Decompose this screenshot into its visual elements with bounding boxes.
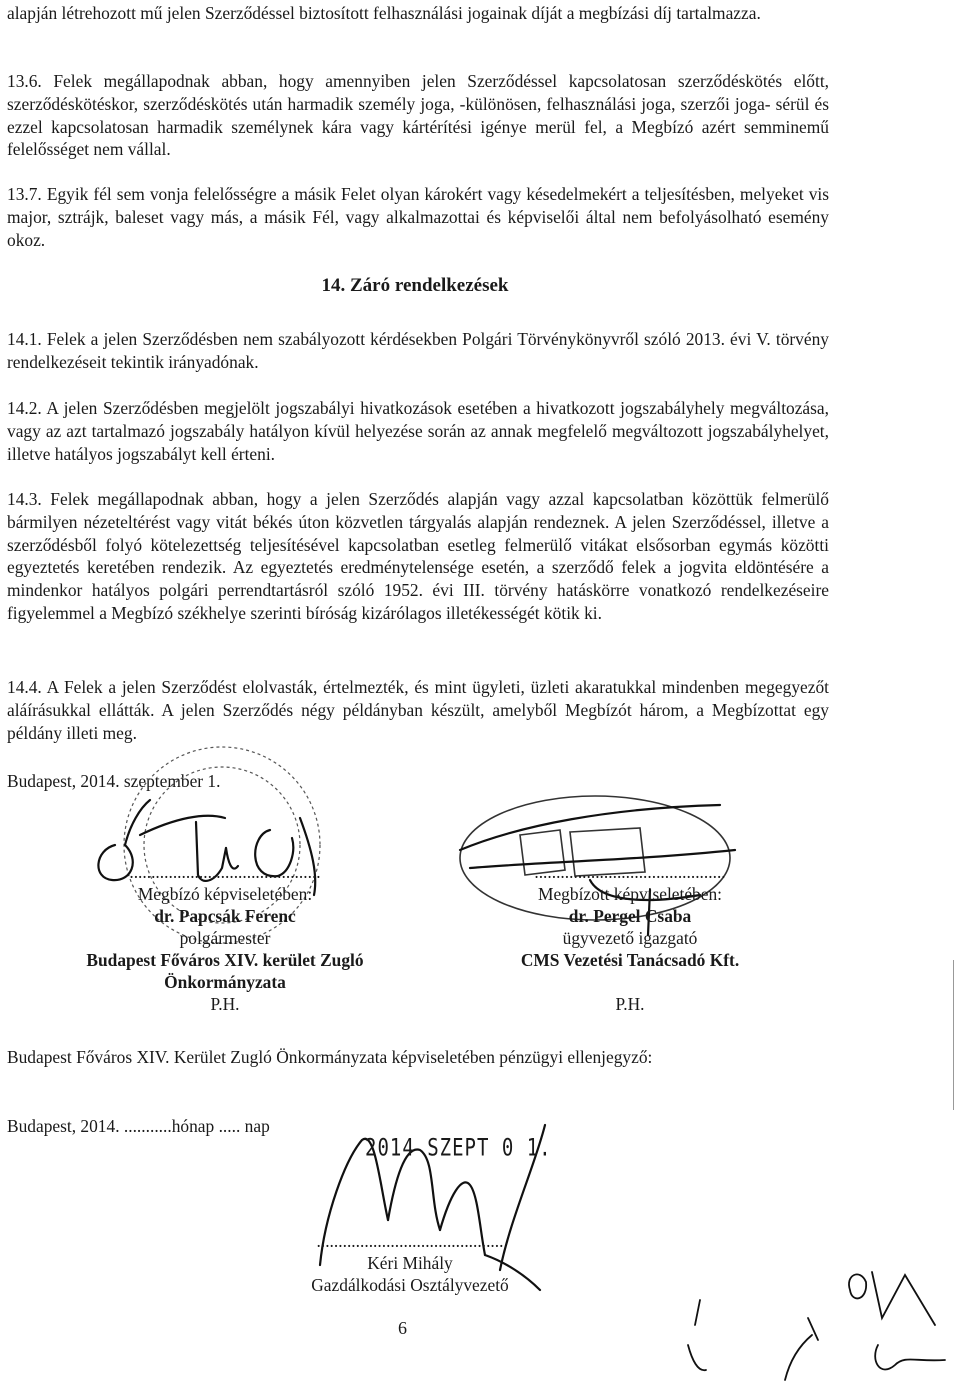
left-title: polgármester [179,928,271,948]
paragraph-14-4: 14.4. A Felek a jelen Szerződést elolvasták, értelmezték, és mint ügyleti, üzleti akaratukkal mindenben megegyezőt aláírásukkal ellátták. A jelen Szerződés négy példányban készült, amelyből Megbízót három, a Megbízottat egy példány illeti meg. [7,677,829,743]
right-dots: ............................................ [534,862,726,882]
right-name: dr. Pergel Csaba [568,906,692,926]
stamped-date: 2014 SZEPT 0 1. [365,1134,552,1162]
paragraph-intro: alapján létrehozott mű jelen Szerződéssel biztosított felhasználási jogainak díját a megbízási díj tartalmazza. [7,3,761,23]
left-role: Megbízó képviseletében: [137,884,313,904]
right-ph: P.H. [615,994,645,1014]
place-date: Budapest, 2014. szeptember 1. [7,771,221,791]
paragraph-13-7: 13.7. Egyik fél sem vonja felelősségre a másik Felet olyan károkért vagy késedelmekért a teljesítésben, melyeket vis major, sztrájk, baleset vagy más, a másik Fél, vagy alkalmazottai és képviselői által nem befolyásolható esemény okoz. [7,184,829,250]
left-ph: P.H. [210,994,240,1014]
right-signature-block [440,861,820,1015]
finance-dots: ........................................... [316,1231,504,1251]
left-signature-block [45,861,405,1015]
left-org-line1: Budapest Főváros XIV. kerület Zugló [86,950,364,970]
right-title: ügyvezető igazgató [562,928,698,948]
paragraph-13-6: 13.6. Felek megállapodnak abban, hogy amennyiben jelen Szerződéssel kapcsolatosan szerződéskötés előtt, szerződéskötéskor, szerződéskötés után harmadik személy joga, -különösen, felhasználási joga, szerzői joga- sérül és ezzel kapcsolatosan harmadik személynek kára vagy kártérítési igénye merül fel, a Megbízó azért semminemű felelősséget nem vállal. [7,71,829,160]
section-heading: 14. Záró rendelkezések [321,275,509,296]
initials-marks [688,1272,945,1380]
right-org-line1: CMS Vezetési Tanácsadó Kft. [520,950,740,970]
margin-line [953,960,954,1110]
paragraph-14-3: 14.3. Felek megállapodnak abban, hogy a jelen Szerződés alapján vagy azzal kapcsolatban közöttük felmerülő bármilyen nézeteltérést vagy vitát békés úton közvetlen tárgyalás alapján rendeznek. A jelen Szerződéssel, illetve a szerződésből folyó kötelezettség teljesítésével kapcsolatban esetleg felmerülő vitákat elsősorban egymás közötti egyeztetés keretében rendezik. Az egyeztetés eredménytelensége esetén, a szerződő felek a jogvita eldöntésére a mindenkor hatályos polgári perrendtartásról szóló 1952. évi III. törvény hatáskörre vonatkozó rendelkezéseire figyelemmel a Megbízó székhelye szerinti bíróság kizárólagos illetékességét kötik ki. [7,489,829,623]
left-dots: ............................................ [129,862,321,882]
right-role: Megbízott képviseletében: [538,884,722,904]
paragraph-14-2: 14.2. A jelen Szerződésben megjelölt jogszabályi hivatkozások esetében a hivatkozott jogszabályhely megváltozása, vagy az azt tartalmazó jogszabály hatályon kívül helyezése során az annak megfelelő megváltozott jogszabályhelyet, illetve hatályos jogszabályt kell érteni. [7,398,829,464]
paragraph-14-1: 14.1. Felek a jelen Szerződésben nem szabályozott kérdésekben Polgári Törvénykönyvről szóló 2013. évi V. törvény rendelkezéseit tekintik irányadónak. [7,329,829,372]
finance-title: Gazdálkodási Osztályvezető [311,1275,509,1295]
left-name: dr. Papcsák Ferenc [154,906,296,926]
page-number: 6 [398,1318,407,1338]
countersign-line: Budapest Főváros XIV. Kerület Zugló Önkormányzata képviseletében pénzügyi ellenjegyző: [7,1047,653,1067]
left-org-line2: Önkormányzata [164,972,286,992]
right-spacer [440,971,820,993]
finance-signature-block [260,1230,560,1296]
finance-name: Kéri Mihály [367,1253,453,1273]
date-blank-line: Budapest, 2014. ...........hónap ..... nap [7,1116,270,1136]
